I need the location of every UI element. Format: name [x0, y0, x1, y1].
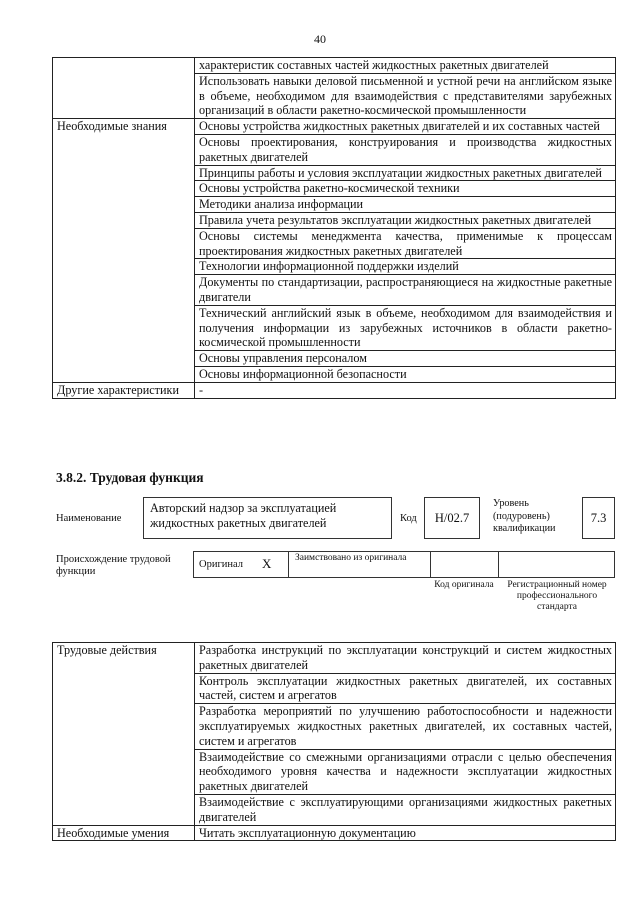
- table-row: [53, 119, 616, 135]
- row-text: Взаимодействие со смежными организациями отрасли с целью обеспечения необходимого уровня качества и надежности эксплуатации жидкостных ракетных двигателей: [195, 749, 616, 794]
- origin-divider: [498, 551, 499, 578]
- row-text: Основы проектирования, конструирования и производства жидкостных ракетных двигателей: [195, 134, 616, 165]
- row-text: Основы управления персоналом: [195, 351, 616, 367]
- labor-actions-table: [52, 642, 616, 841]
- row-text: Документы по стандартизации, распространяющиеся на жидкостные ракетные двигатели: [195, 275, 616, 306]
- original-mark: X: [262, 556, 272, 571]
- level-label: Уровень (подуровень) квалификации: [493, 498, 556, 534]
- table-row: [53, 825, 616, 841]
- code-original-label: Код оригинала: [434, 580, 494, 590]
- borrowed-label: Заимствовано из оригинала: [295, 553, 407, 563]
- page-number: 40: [314, 32, 326, 46]
- row-text: -: [195, 382, 616, 398]
- row-text: Использовать навыки деловой письменной и устной речи на английском языке в объеме, необходимом для взаимодействия с представителями зарубежных организаций в области ракетно-космической промышленности: [195, 73, 616, 118]
- code-value: H/02.7: [434, 511, 470, 525]
- row-label: Необходимые умения: [53, 825, 195, 841]
- section-title: 3.8.2. Трудовая функция: [56, 470, 204, 485]
- row-text: Основы информационной безопасности: [195, 366, 616, 382]
- row-label: Необходимые знания: [53, 119, 195, 383]
- row-text: Взаимодействие с эксплуатирующими организациями жидкостных ракетных двигателей: [195, 794, 616, 825]
- row-text: Разработка инструкций по эксплуатации конструкций и систем жидкостных ракетных двигателей: [195, 643, 616, 674]
- origin-label: Происхождение трудовой функции: [56, 554, 171, 577]
- level-value-box: [582, 497, 615, 539]
- row-text: Принципы работы и условия эксплуатации жидкостных ракетных двигателей: [195, 165, 616, 181]
- name-value: Авторский надзор за эксплуатацией жидкостных ракетных двигателей: [150, 501, 337, 530]
- row-label: Другие характеристики: [53, 382, 195, 398]
- table-row: [53, 643, 616, 674]
- code-label: Код: [400, 513, 417, 524]
- level-value: 7.3: [590, 511, 607, 525]
- row-text: Основы устройства ракетно-космической техники: [195, 181, 616, 197]
- row-text: Основы системы менеджмента качества, применимые к процессам проектирования жидкостных ракетных двигателей: [195, 228, 616, 259]
- table-row: [53, 58, 616, 74]
- reg-number-label: Регистрационный номер профессионального стандарта: [507, 580, 607, 612]
- original-label: Оригинал: [199, 559, 243, 570]
- code-value-box: [424, 497, 480, 539]
- origin-divider: [430, 551, 431, 578]
- row-text: Методики анализа информации: [195, 197, 616, 213]
- table-row: [53, 382, 616, 398]
- name-label: Наименование: [56, 513, 122, 524]
- row-label: [53, 58, 195, 119]
- row-text: Разработка мероприятий по улучшению работоспособности и надежности эксплуатируемых жидкостных ракетных двигателей, их составных частей, систем и агрегатов: [195, 704, 616, 749]
- row-text: Технологии информационной поддержки изделий: [195, 259, 616, 275]
- row-text: Технический английский язык в объеме, необходимом для взаимодействия и получения информации из зарубежных источников в области ракетно-космической промышленности: [195, 305, 616, 350]
- row-text: Правила учета результатов эксплуатации жидкостных ракетных двигателей: [195, 212, 616, 228]
- requirements-table: [52, 57, 616, 399]
- row-text: Читать эксплуатационную документацию: [195, 825, 616, 841]
- row-text: Основы устройства жидкостных ракетных двигателей и их составных частей: [195, 119, 616, 135]
- row-text: Контроль эксплуатации жидкостных ракетных двигателей, их составных частей, систем и агрегатов: [195, 673, 616, 704]
- row-text: характеристик составных частей жидкостных ракетных двигателей: [195, 58, 616, 74]
- row-label: Трудовые действия: [53, 643, 195, 826]
- origin-divider: [288, 551, 289, 578]
- name-value-box: [143, 497, 392, 539]
